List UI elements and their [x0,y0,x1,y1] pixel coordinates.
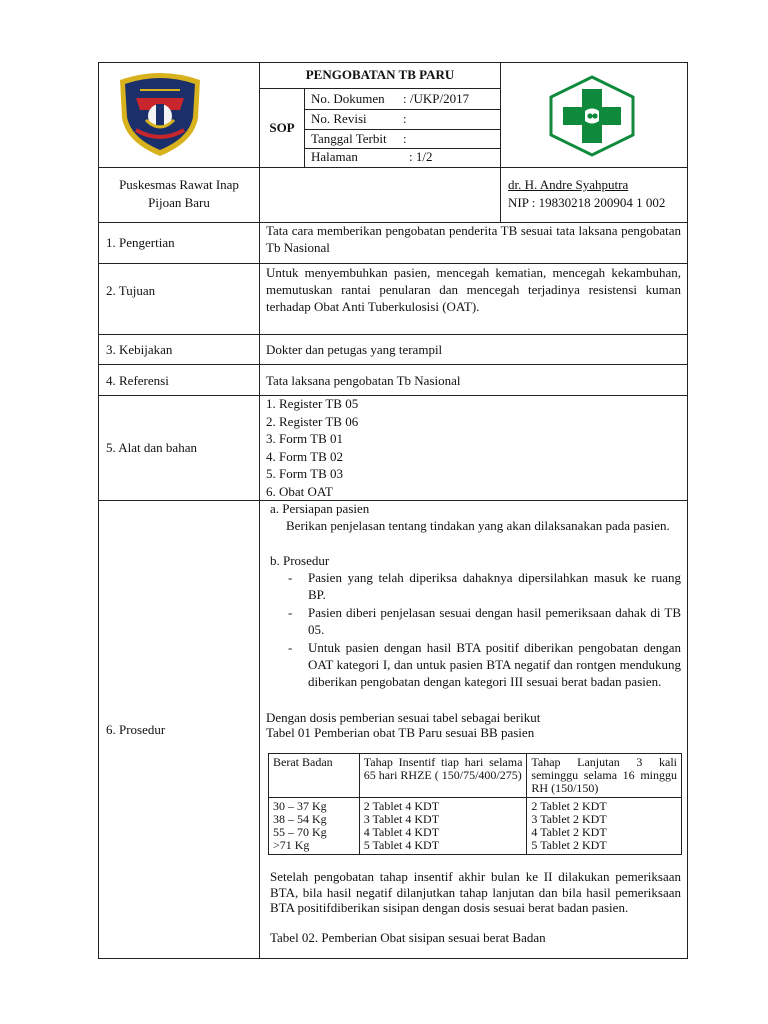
institution-name: Puskesmas Rawat Inap Pijoan Baru [119,177,239,210]
table-header-row [269,754,682,798]
section-label-prosedur: 6. Prosedur [106,722,166,737]
step-dash: - [288,640,293,655]
procedure-label: b. Prosedur [270,553,330,568]
sop-label: SOP [269,120,295,135]
frame-bottom [98,958,688,959]
table-cell: 4 Tablet 4 KDT [363,825,440,839]
table-cell: >71 Kg [273,838,310,852]
section-label-kebijakan: 3. Kebijakan [106,342,173,357]
divider [98,334,688,335]
page-title: PENGOBATAN TB PARU [305,67,455,82]
section-text-referensi: Tata laksana pengobatan Tb Nasional [266,373,461,388]
section-label-referensi: 4. Referensi [106,373,169,388]
section-label-alat: 5. Alat dan bahan [106,440,197,455]
list-item: 6. Obat OAT [266,483,333,499]
procedure-step: Pasien yang telah diperiksa dahaknya dipersilahkan masuk ke ruang BP. [308,570,681,602]
divider [98,395,688,396]
table-cell: 3 Tablet 2 KDT [531,812,607,826]
table-cell: 2 Tablet 2 KDT [531,799,607,813]
table-cell: 4 Tablet 2 KDT [531,825,607,839]
meta-revision: No. Revisi : [311,111,407,126]
meta-issue-date: Tanggal Terbit : [311,131,407,146]
section-text-pengertian: Tata cara memberikan pengobatan penderita TB sesuai tata laksana pengobatan Tb Nasional [266,223,681,255]
table1-title: Tabel 01 Pemberian obat TB Paru sesuai BB pasien [266,725,535,740]
procedure-step: Pasien diberi penjelasan sesuai dengan hasil pemeriksaan dahak di TB 05. [308,605,681,637]
divider [259,88,501,89]
after-treatment-text: Setelah pengobatan tahap insentif akhir bulan ke II dilakukan pemeriksaan BTA, bila hasil negatif dilanjutkan tahap lanjutan dan bila hasil pemeriksaan BTA positifdiberikan sisipan dengan dosis sesuai berat badan pasien. [270,869,681,915]
table-cell: 3 Tablet 4 KDT [363,812,440,826]
table-cell: 5 Tablet 2 KDT [531,838,607,852]
list-item: 2. Register TB 06 [266,413,359,429]
divider [98,500,688,501]
divider [98,364,688,365]
signatory-name: dr. H. Andre Syahputra [508,177,629,192]
list-item: 4. Form TB 02 [266,448,344,464]
table-cell: 5 Tablet 4 KDT [363,838,440,852]
step-dash: - [288,570,293,585]
divider [98,167,688,168]
regional-crest-icon [114,70,206,158]
table-cell: 2 Tablet 4 KDT [363,799,440,813]
procedure-step: Untuk pasien dengan hasil BTA positif diberikan pengobatan dengan OAT kategori I, dan untuk pasien BTA negatif dan rontgen mendukung diberikan pengobatan dengan kategori III sesuai berat badan pasien. [308,640,681,689]
meta-doc-number: No. Dokumen : /UKP/2017 [311,91,470,106]
table-cell: 30 – 37 Kg [273,799,327,813]
section-label-pengertian: 1. Pengertian [106,235,175,250]
divider [259,62,260,959]
section-label-tujuan: 2. Tujuan [106,283,156,298]
meta-page: Halaman : 1/2 [311,149,433,164]
table-cell: 55 – 70 Kg [273,825,327,839]
list-item: 5. Form TB 03 [266,466,344,481]
section-text-kebijakan: Dokter dan petugas yang terampil [266,342,443,357]
table-header-cell: Tahap Insentif tiap hari selama 65 hari RHZE ( 150/75/400/275) [359,754,527,798]
list-item: 3. Form TB 01 [266,431,344,446]
table-cell: 38 – 54 Kg [273,812,327,826]
section-text-tujuan: Untuk menyembuhkan pasien, mencegah kematian, mencegah kekambuhan, memutuskan rantai penularan dan mencegah terjadinya resistensi kuman terhadap Obat Anti Tuberkulosisi (OAT). [266,265,681,314]
dosage-table [268,753,682,855]
table-row [269,798,682,855]
puskesmas-cross-icon [549,75,635,157]
table-header-cell: Berat Badan [269,754,360,798]
signatory-nip: NIP : 19830218 200904 1 002 [508,195,666,210]
signatory [508,176,688,212]
divider [500,62,501,223]
prep-label: a. Persiapan pasien [270,501,370,516]
step-dash: - [288,605,293,620]
table2-title: Tabel 02. Pemberian Obat sisipan sesuai berat Badan [270,930,546,945]
frame-top [98,62,688,63]
dosis-line: Dengan dosis pemberian sesuai tabel sebagai berikut [266,710,541,725]
table-header-cell: Tahap Lanjutan 3 kali seminggu selama 16 minggu RH (150/150) [527,754,682,798]
prep-text: Berikan penjelasan tentang tindakan yang akan dilaksanakan pada pasien. [286,518,670,533]
list-item: 1. Register TB 05 [266,396,359,411]
